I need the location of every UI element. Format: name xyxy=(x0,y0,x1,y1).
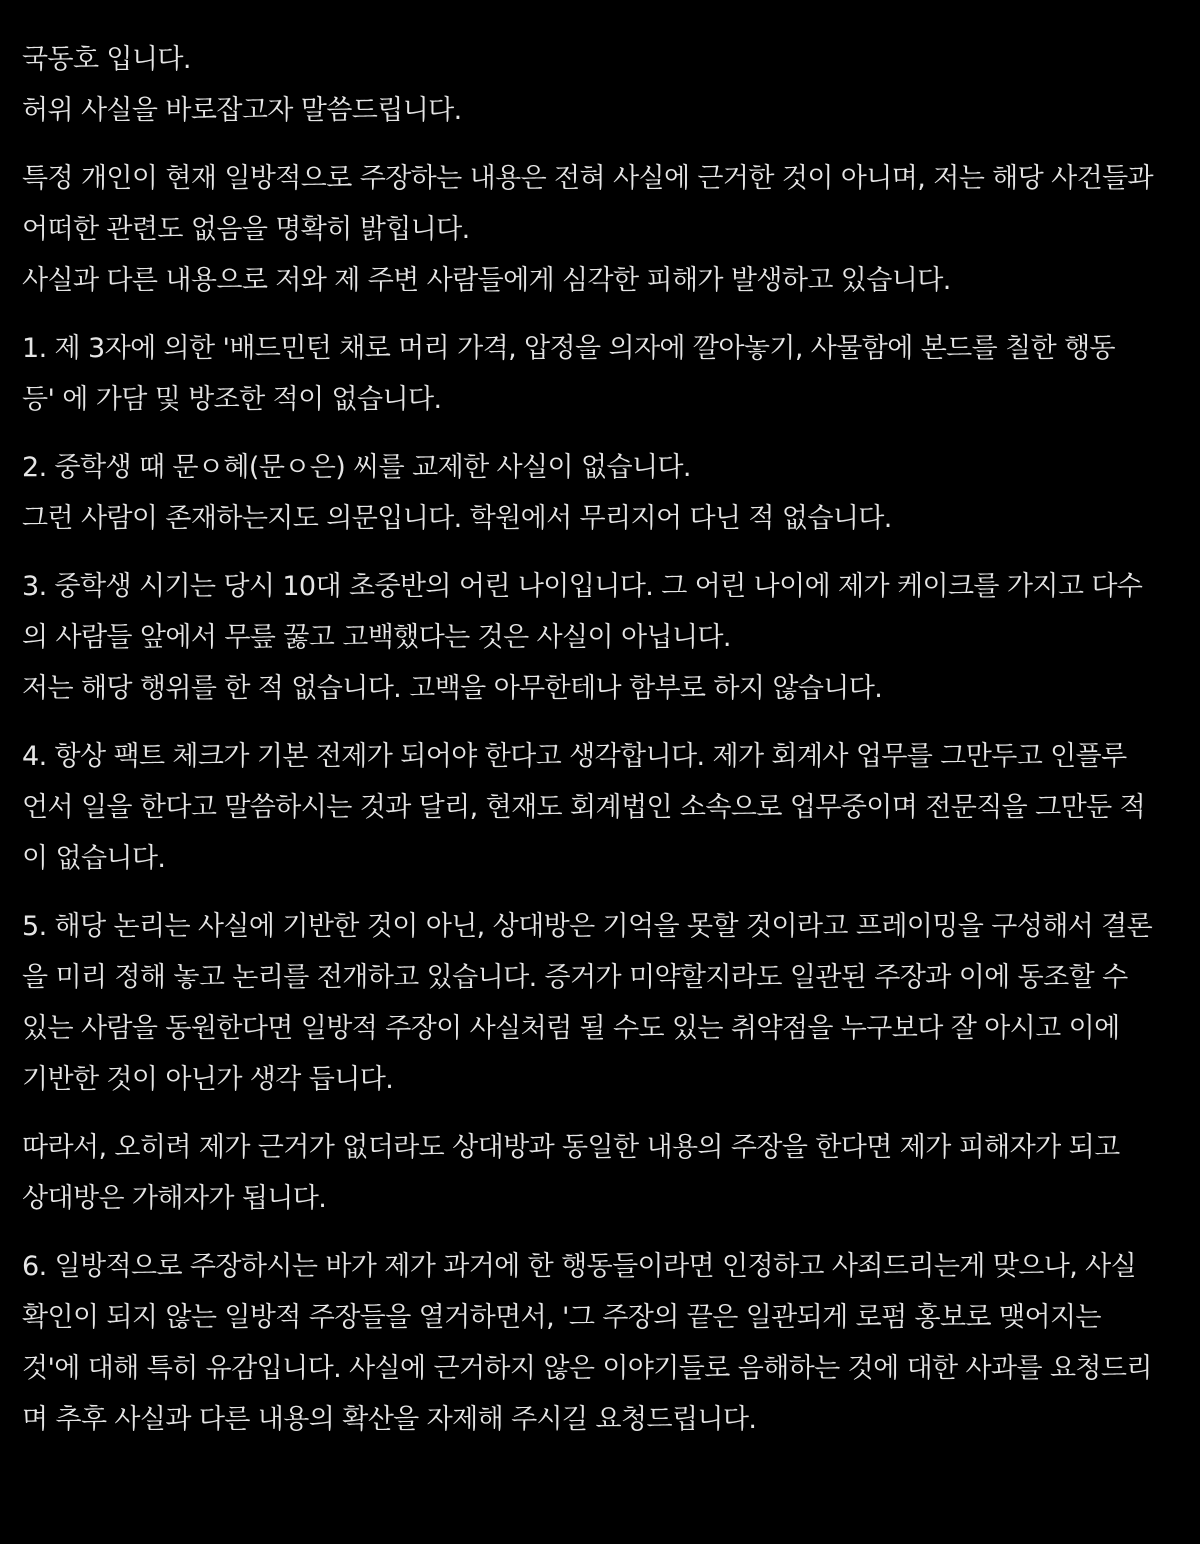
conclusion-paragraph xyxy=(22,1122,1194,1224)
point-6-paragraph xyxy=(22,1241,1194,1445)
text-line: 그런 사람이 존재하는지도 의문입니다. 학원에서 무리지어 다닌 적 없습니다. xyxy=(22,503,892,534)
point-4-paragraph xyxy=(22,731,1194,884)
text-line: 6. 일방적으로 주장하시는 바가 제가 과거에 한 행동들이라면 인정하고 사죄드리는게 맞으나, 사실 xyxy=(22,1251,1137,1282)
text-line: 며 추후 사실과 다른 내용의 확산을 자제해 주시길 요청드립니다. xyxy=(22,1404,757,1435)
text-line: 허위 사실을 바로잡고자 말씀드립니다. xyxy=(22,95,462,126)
text-line: 1. 제 3자에 의한 '배드민턴 채로 머리 가격, 압정을 의자에 깔아놓기, 사물함에 본드를 칠한 행동 xyxy=(22,333,1116,364)
text-line: 이 없습니다. xyxy=(22,843,166,874)
text-line: 기반한 것이 아닌가 생각 듭니다. xyxy=(22,1064,394,1095)
point-2-paragraph xyxy=(22,442,1194,544)
point-1-paragraph xyxy=(22,323,1194,425)
text-line: 국동호 입니다. xyxy=(22,44,191,75)
text-line: 등' 에 가담 및 방조한 적이 없습니다. xyxy=(22,384,442,415)
text-line: 2. 중학생 때 문ㅇ혜(문ㅇ은) 씨를 교제한 사실이 없습니다. xyxy=(22,452,691,483)
text-line: 사실과 다른 내용으로 저와 제 주변 사람들에게 심각한 피해가 발생하고 있습니다. xyxy=(22,265,951,296)
text-line: 3. 중학생 시기는 당시 10대 초중반의 어린 나이입니다. 그 어린 나이에 제가 케이크를 가지고 다수 xyxy=(22,571,1143,602)
text-line: 언서 일을 한다고 말씀하시는 것과 달리, 현재도 회계법인 소속으로 업무중이며 전문직을 그만둔 적 xyxy=(22,792,1146,823)
statement-body xyxy=(22,34,1194,1462)
point-5-paragraph xyxy=(22,901,1194,1105)
intro-paragraph xyxy=(22,34,1194,136)
text-line: 특정 개인이 현재 일방적으로 주장하는 내용은 전혀 사실에 근거한 것이 아니며, 저는 해당 사건들과 xyxy=(22,163,1154,194)
text-line: 것'에 대해 특히 유감입니다. 사실에 근거하지 않은 이야기들로 음해하는 것에 대한 사과를 요청드리 xyxy=(22,1353,1152,1384)
text-line: 을 미리 정해 놓고 논리를 전개하고 있습니다. 증거가 미약할지라도 일관된 주장과 이에 동조할 수 xyxy=(22,962,1128,993)
text-line: 5. 해당 논리는 사실에 기반한 것이 아닌, 상대방은 기억을 못할 것이라고 프레이밍을 구성해서 결론 xyxy=(22,911,1153,942)
point-3-paragraph xyxy=(22,561,1194,714)
text-line: 저는 해당 행위를 한 적 없습니다. 고백을 아무한테나 함부로 하지 않습니다. xyxy=(22,673,883,704)
text-line: 있는 사람을 동원한다면 일방적 주장이 사실처럼 될 수도 있는 취약점을 누구보다 잘 아시고 이에 xyxy=(22,1013,1120,1044)
text-line: 확인이 되지 않는 일방적 주장들을 열거하면서, '그 주장의 끝은 일관되게 로펌 홍보로 맺어지는 xyxy=(22,1302,1101,1333)
text-line: 따라서, 오히려 제가 근거가 없더라도 상대방과 동일한 내용의 주장을 한다면 제가 피해자가 되고 xyxy=(22,1132,1120,1163)
text-line: 4. 항상 팩트 체크가 기본 전제가 되어야 한다고 생각합니다. 제가 회계사 업무를 그만두고 인플루 xyxy=(22,741,1127,772)
denial-paragraph xyxy=(22,153,1194,306)
text-line: 상대방은 가해자가 됩니다. xyxy=(22,1183,327,1214)
text-line: 의 사람들 앞에서 무릎 꿇고 고백했다는 것은 사실이 아닙니다. xyxy=(22,622,731,653)
text-line: 어떠한 관련도 없음을 명확히 밝힙니다. xyxy=(22,214,470,245)
